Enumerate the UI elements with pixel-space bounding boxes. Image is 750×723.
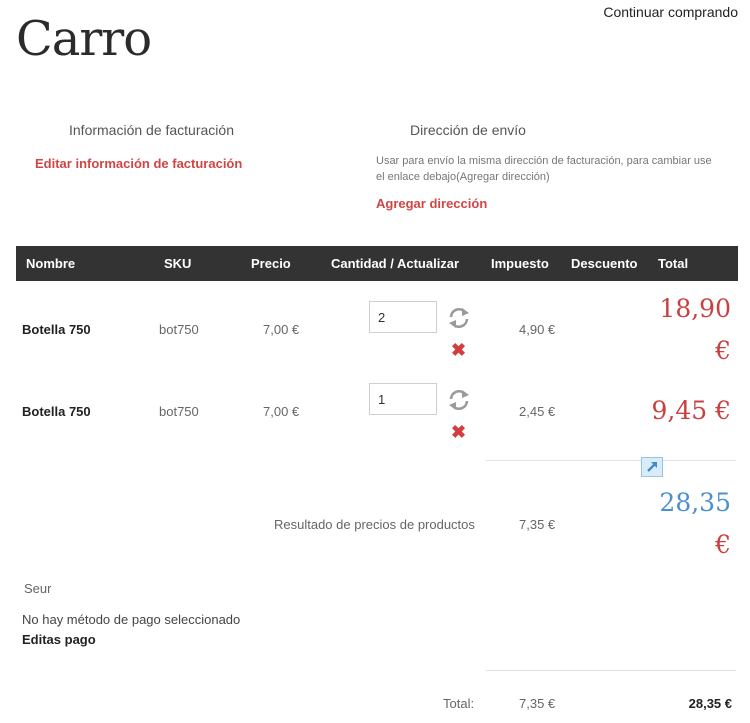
row1-refresh-icon[interactable] (446, 305, 472, 331)
continue-shopping-link[interactable]: Continuar comprando (603, 4, 738, 20)
page-title: Carro (16, 11, 152, 67)
products-result-label: Resultado de precios de productos (274, 517, 475, 532)
row2-tax: 2,45 € (519, 404, 556, 419)
footer-total-label: Total: (443, 696, 475, 711)
row2-name: Botella 750 (22, 404, 91, 419)
shipping-note: Usar para envío la misma dirección de facturación, para cambiar use el enlace debajo(Agregar dirección) (376, 155, 712, 183)
shipping-method-name: Seur (24, 581, 52, 596)
col-price: Precio (251, 256, 291, 271)
col-name: Nombre (26, 256, 76, 271)
row1-name: Botella 750 (22, 322, 91, 337)
payment-status: No hay método de pago seleccionado (22, 612, 241, 627)
col-total: Total (658, 256, 689, 271)
row2-total: 9,45 € (651, 396, 731, 425)
row1-total-amount: 18,90 (659, 294, 731, 323)
row2-quantity-input[interactable] (369, 383, 437, 415)
cart-table-header (16, 246, 738, 281)
row1-sku: bot750 (159, 322, 199, 337)
expand-arrow-icon (642, 458, 662, 476)
add-address-link[interactable]: Agregar dirección (376, 196, 488, 211)
footer-total-tax: 7,35 € (519, 696, 556, 711)
shipping-heading: Dirección de envío (410, 122, 526, 138)
col-quantity: Cantidad / Actualizar (331, 256, 460, 271)
row1-delete-icon[interactable]: ✖ (451, 340, 467, 360)
col-discount: Descuento (571, 256, 638, 271)
row2-refresh-icon[interactable] (446, 387, 472, 413)
products-result-currency: € (715, 530, 731, 559)
products-result-total: 28,35 (659, 488, 731, 517)
row1-total-currency: € (715, 336, 731, 365)
edit-billing-link[interactable]: Editar información de facturación (35, 156, 243, 171)
products-result-tax: 7,35 € (519, 517, 556, 532)
col-sku: SKU (164, 256, 192, 271)
row2-delete-icon[interactable]: ✖ (451, 422, 467, 442)
row2-sku: bot750 (159, 404, 199, 419)
edit-payment-link[interactable]: Editas pago (22, 632, 96, 647)
footer-divider (486, 670, 736, 671)
summary-divider (486, 460, 736, 461)
row2-price: 7,00 € (263, 404, 300, 419)
billing-heading: Información de facturación (69, 122, 234, 138)
row1-quantity-input[interactable] (369, 301, 437, 333)
col-tax: Impuesto (491, 256, 549, 271)
row1-price: 7,00 € (263, 322, 300, 337)
footer-total-value: 28,35 € (688, 696, 732, 711)
expand-icon[interactable] (641, 457, 663, 477)
row1-tax: 4,90 € (519, 322, 556, 337)
